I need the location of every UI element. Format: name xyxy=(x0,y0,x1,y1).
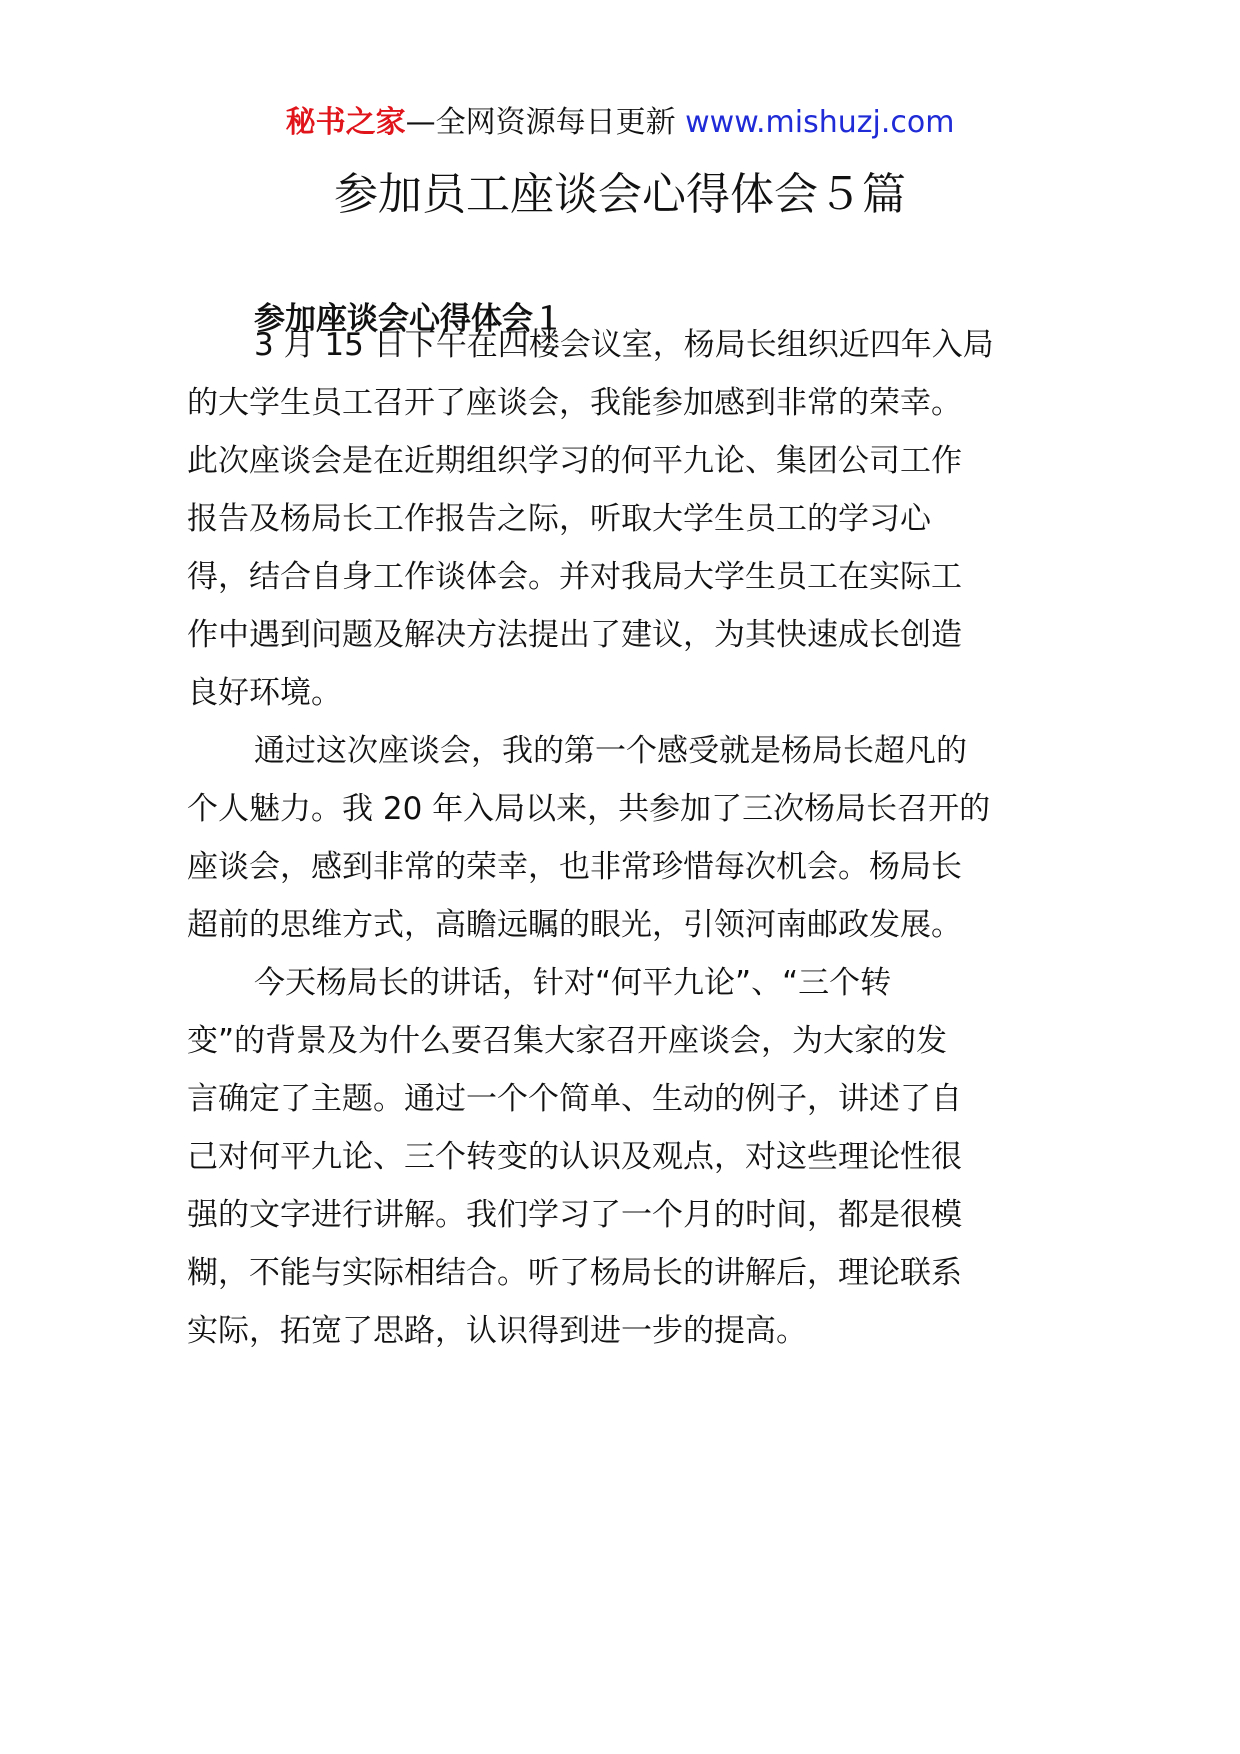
paragraph-line: 个人魅力。我 20 年入局以来，共参加了三次杨局长召开的 xyxy=(187,791,991,827)
paragraph-line: 言确定了主题。通过一个个简单、生动的例子，讲述了自 xyxy=(187,1081,962,1117)
paragraph-line: 今天杨局长的讲话，针对“何平九论”、“三个转 xyxy=(254,965,892,1001)
document-title: 参加员工座谈会心得体会５篇 xyxy=(334,169,906,220)
brand-name: 秘书之家 xyxy=(285,105,406,140)
header-slogan: —全网资源每日更新 xyxy=(405,105,676,140)
section-heading: 参加座谈会心得体会１ xyxy=(254,301,564,337)
site-url-link[interactable]: www.mishuzj.com xyxy=(685,105,955,140)
paragraph-line: 变”的背景及为什么要召集大家召开座谈会，为大家的发 xyxy=(187,1023,948,1059)
paragraph-line: 此次座谈会是在近期组织学习的何平九论、集团公司工作 xyxy=(187,443,962,479)
paragraph-line: 3 月 15 日下午在四楼会议室，杨局长组织近四年入局 xyxy=(254,327,994,363)
paragraph-line: 强的文字进行讲解。我们学习了一个月的时间，都是很模 xyxy=(187,1197,962,1233)
paragraph-line: 座谈会，感到非常的荣幸，也非常珍惜每次机会。杨局长 xyxy=(187,849,962,885)
paragraph-line: 报告及杨局长工作报告之际，听取大学生员工的学习心 xyxy=(187,501,931,537)
paragraph-line: 糊，不能与实际相结合。听了杨局长的讲解后，理论联系 xyxy=(187,1255,962,1291)
paragraph-line: 的大学生员工召开了座谈会，我能参加感到非常的荣幸。 xyxy=(187,385,962,421)
paragraph-line: 得，结合自身工作谈体会。并对我局大学生员工在实际工 xyxy=(187,559,962,595)
paragraph-line: 实际，拓宽了思路，认识得到进一步的提高。 xyxy=(187,1313,807,1349)
paragraph-line: 良好环境。 xyxy=(187,675,342,711)
paragraph-line: 作中遇到问题及解决方法提出了建议，为其快速成长创造 xyxy=(187,617,962,653)
paragraph-line: 通过这次座谈会，我的第一个感受就是杨局长超凡的 xyxy=(254,733,967,769)
paragraph-line: 超前的思维方式，高瞻远瞩的眼光，引领河南邮政发展。 xyxy=(187,907,962,943)
site-header xyxy=(0,100,1240,146)
paragraph-line: 己对何平九论、三个转变的认识及观点，对这些理论性很 xyxy=(187,1139,962,1175)
